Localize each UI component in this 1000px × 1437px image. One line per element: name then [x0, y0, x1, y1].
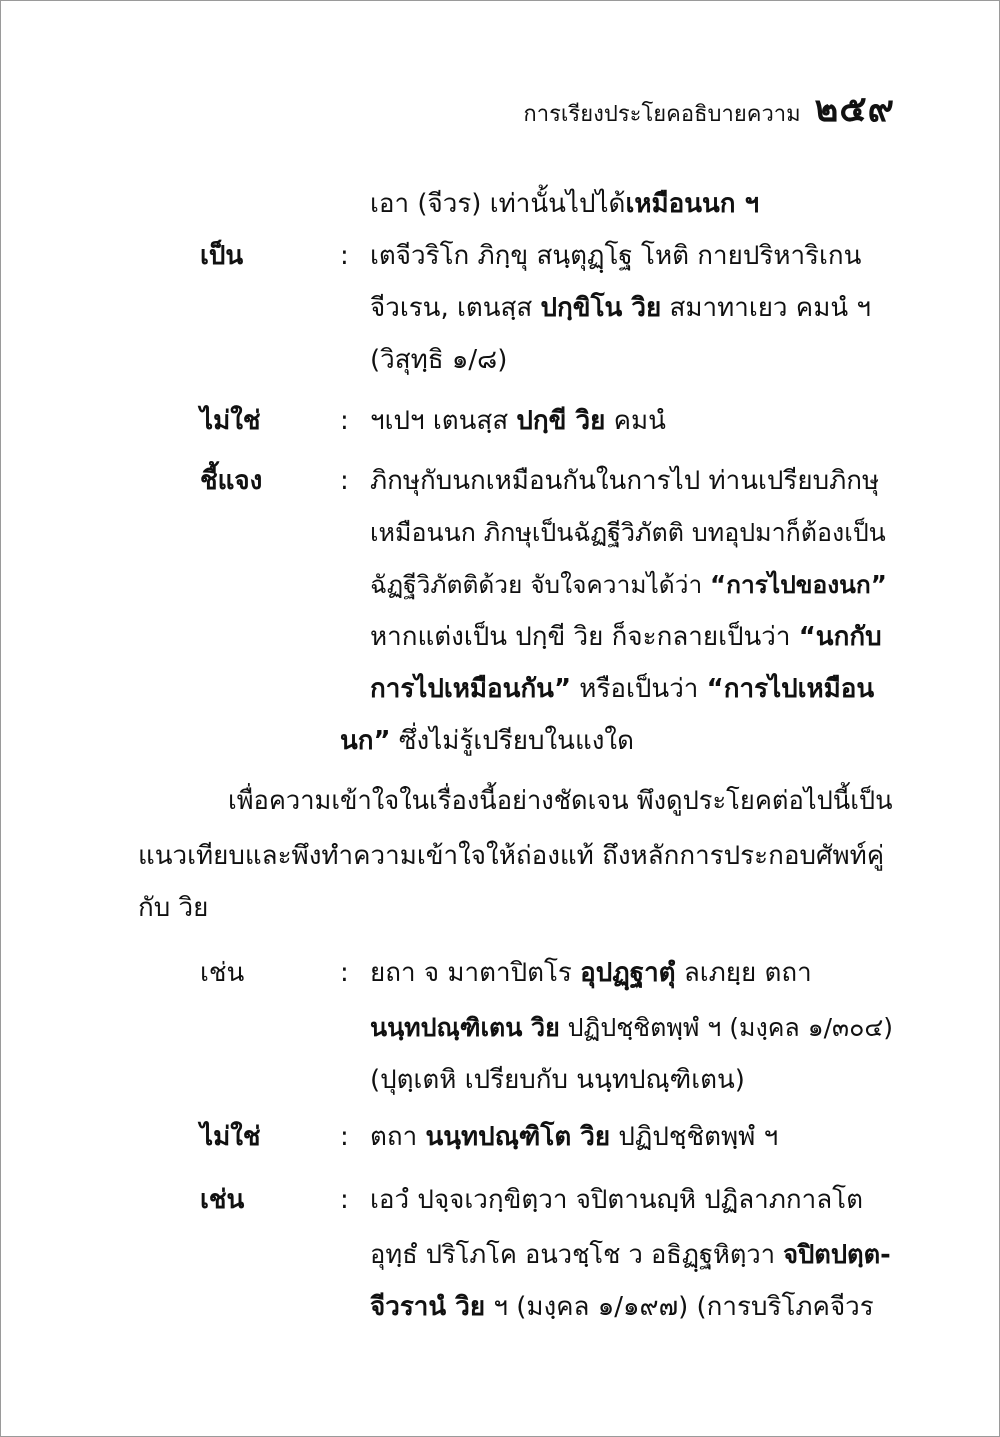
- header-title: การเรียงประโยคอธิบายความ: [523, 102, 801, 127]
- text-line: ตถา นนฺทปณฺฑิโต วิย ปฏิปชฺชิตพฺพํ ฯ: [370, 1122, 779, 1152]
- label-pen: เป็น: [200, 241, 244, 271]
- text-line: การไปเหมือนกัน” หรือเป็นว่า “การไปเหมือน: [370, 674, 875, 704]
- running-header: [523, 80, 895, 137]
- text-line: จีวรานํ วิย ฯ (มงฺคล ๑/๑๙๗) (การบริโภคจีวร: [370, 1292, 874, 1322]
- label-chen: เช่น: [200, 958, 245, 988]
- text-line: อุทฺธํ ปริโภโค อนวชฺโช ว อธิฏฺฐหิตฺวา จปิตปตฺต-: [370, 1240, 891, 1270]
- text-line: (วิสุทฺธิ ๑/๘): [370, 345, 508, 375]
- label-maichai: ไม่ใช่: [200, 1122, 261, 1152]
- paragraph-line: กับ วิย: [138, 893, 209, 923]
- colon: :: [340, 241, 349, 271]
- paragraph-line: แนวเทียบและพึงทำความเข้าใจให้ถ่องแท้ ถึงหลักการประกอบศัพท์คู่: [138, 841, 885, 871]
- text-line: ภิกษุกับนกเหมือนกันในการไป ท่านเปรียบภิกษุ: [370, 466, 880, 496]
- text-line: นก” ซึ่งไม่รู้เปรียบในแงใด: [340, 726, 634, 756]
- colon: :: [340, 1122, 349, 1152]
- text-line: เตจีวริโก ภิกฺขุ สนฺตุฏฺโฐ โหติ กายปริหาริเกน: [370, 241, 862, 271]
- text-line: จีวเรน, เตนสฺส ปกฺขิโน วิย สมาทาเยว คมนํ ฯ: [370, 293, 871, 323]
- text-line: ยถา จ มาตาปิตโร อุปฏฺฐาตุํ ลเภยฺย ตถา: [370, 958, 812, 988]
- page-number: ๒๕๙: [814, 89, 895, 130]
- text-line: หากแต่งเป็น ปกฺขี วิย ก็จะกลายเป็นว่า “นกกับ: [370, 622, 882, 652]
- text-line: เอา (จีวร) เท่านั้นไปได้เหมือนนก ฯ: [370, 189, 760, 219]
- colon: :: [340, 406, 349, 436]
- label-chen: เช่น: [200, 1185, 245, 1215]
- paragraph-line: เพื่อความเข้าใจในเรื่องนี้อย่างชัดเจน พึงดูประโยคต่อไปนี้เป็น: [228, 786, 893, 816]
- text-line: เหมือนนก ภิกษุเป็นฉัฏฐีวิภัตติ บทอุปมาก็ต้องเป็น: [370, 518, 886, 547]
- label-chilaeng: ชี้แจง: [200, 466, 263, 496]
- text-line: ฯเปฯ เตนสฺส ปกฺขี วิย คมนํ: [370, 406, 666, 436]
- colon: :: [340, 1185, 349, 1215]
- colon: :: [340, 958, 349, 988]
- text-line: (ปุตฺเตหิ เปรียบกับ นนฺทปณฺฑิเตน): [370, 1065, 745, 1095]
- text-line: ฉัฏฐีวิภัตติด้วย จับใจความได้ว่า “การไปของนก”: [370, 570, 887, 599]
- text-line: เอวํ ปจฺจเวกฺขิตฺวา จปิตานญฺหิ ปฏิลาภกาลโต: [370, 1185, 863, 1215]
- colon: :: [340, 466, 349, 496]
- label-maichai: ไม่ใช่: [200, 406, 261, 436]
- text-line: นนฺทปณฺฑิเตน วิย ปฏิปชฺชิตพฺพํ ฯ (มงฺคล ๑/๓๐๔): [370, 1013, 894, 1042]
